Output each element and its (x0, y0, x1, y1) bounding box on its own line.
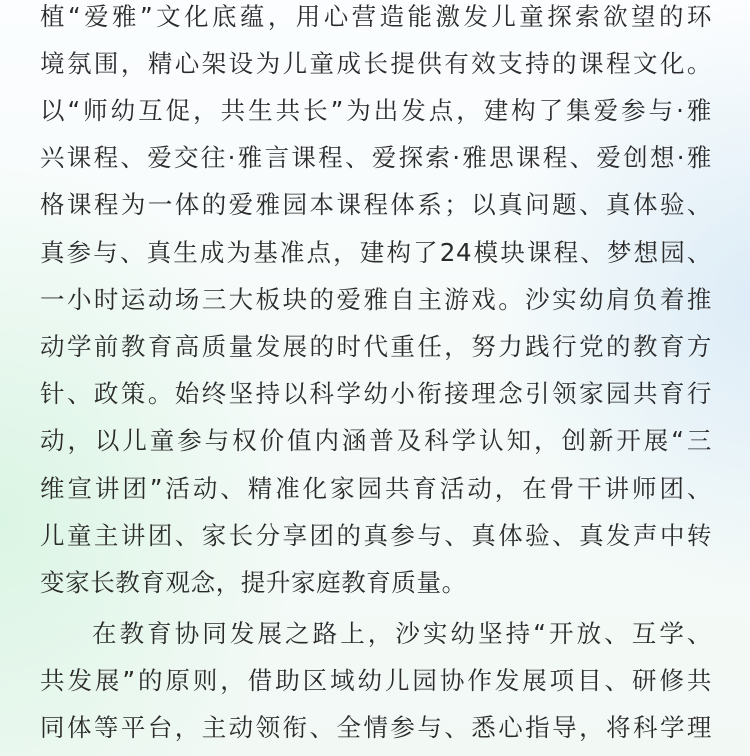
paragraph-line: 针、政策。始终坚持以科学幼小衔接理念引领家园共育行 (40, 379, 712, 408)
paragraph-line: 植“爱雅”文化底蕴，用心营造能激发儿童探索欲望的环 (40, 2, 712, 31)
paragraph-line: 动学前教育高质量发展的时代重任，努力践行党的教育方 (40, 332, 712, 361)
paragraph-line: 以“师幼互促，共生共长”为出发点，建构了集爱参与·雅 (40, 96, 712, 125)
paragraph-line: 兴课程、爱交往·雅言课程、爱探索·雅思课程、爱创想·雅 (40, 143, 712, 172)
paragraph-line: 格课程为一体的爱雅园本课程体系；以真问题、真体验、 (40, 190, 712, 219)
paragraph-line-last: 变家长教育观念，提升家庭教育质量。 (40, 568, 467, 597)
paragraph-line: 维宣讲团”活动、精准化家园共育活动，在骨干讲师团、 (40, 474, 712, 503)
paragraph-line: 境氛围，精心架设为儿童成长提供有效支持的课程文化。 (40, 49, 712, 78)
paragraph-line: 动，以儿童参与权价值内涵普及科学认知，创新开展“三 (40, 426, 712, 455)
paragraph-line: 同体等平台，主动领衔、全情参与、悉心指导，将科学理 (40, 713, 712, 742)
paragraph-line: 真参与、真生成为基准点，建构了24模块课程、梦想园、 (40, 238, 712, 267)
paragraph-line: 共发展”的原则，借助区域幼儿园协作发展项目、研修共 (40, 666, 712, 695)
paragraph-line: 儿童主讲团、家长分享团的真参与、真体验、真发声中转 (40, 521, 712, 550)
paragraph-line: 一小时运动场三大板块的爱雅自主游戏。沙实幼肩负着推 (40, 285, 712, 314)
paragraph-line-indent: 在教育协同发展之路上，沙实幼坚持“开放、互学、 (92, 619, 712, 648)
